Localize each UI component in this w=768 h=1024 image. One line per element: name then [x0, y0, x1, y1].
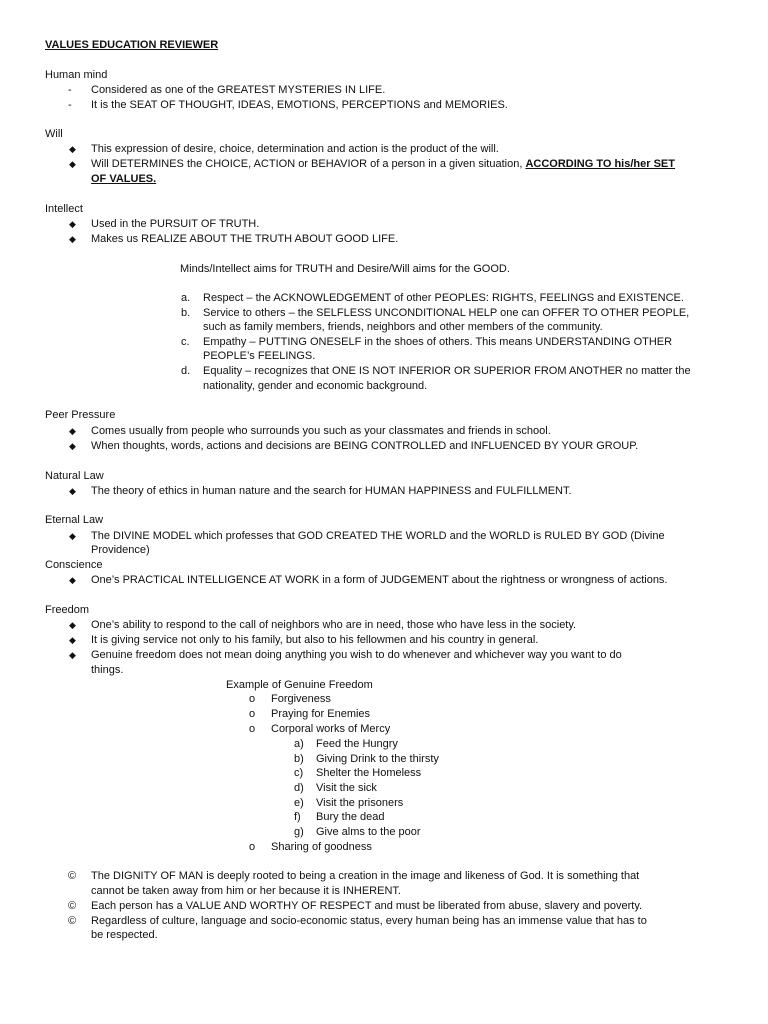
lettered-item-continuation: PEOPLE’s FEELINGS.: [203, 350, 316, 362]
list-item: Used in the PURSUIT OF TRUTH.: [91, 218, 260, 230]
example-heading: Example of Genuine Freedom: [226, 679, 373, 691]
list-item: Makes us REALIZE ABOUT THE TRUTH ABOUT GOOD LIFE.: [91, 233, 399, 245]
section-heading-intellect: Intellect: [45, 203, 83, 215]
section-heading-natural-law: Natural Law: [45, 470, 104, 482]
diamond-bullet-icon: ◆: [69, 144, 76, 154]
intellect-statement: Minds/Intellect aims for TRUTH and Desire/Will aims for the GOOD.: [180, 263, 510, 275]
list-item: Genuine freedom does not mean doing anything you wish to do whenever and whichever way you want to do: [91, 649, 622, 661]
circle-bullet-icon: o: [249, 708, 256, 720]
list-marker: e): [294, 797, 304, 809]
section-heading-freedom: Freedom: [45, 604, 90, 616]
list-marker: d.: [181, 365, 191, 377]
section-heading-conscience: Conscience: [45, 559, 103, 571]
list-item: It is the SEAT OF THOUGHT, IDEAS, EMOTIONS, PERCEPTIONS and MEMORIES.: [91, 99, 508, 111]
copyright-bullet-icon: ©: [68, 900, 77, 912]
diamond-bullet-icon: ◆: [69, 486, 76, 496]
circle-bullet-icon: o: [249, 723, 256, 735]
diamond-bullet-icon: ◆: [69, 441, 76, 451]
lettered-item-continuation: such as family members, friends, neighbors and other members of the community.: [203, 321, 603, 333]
section-heading-eternal-law: Eternal Law: [45, 514, 104, 526]
list-marker: b): [294, 753, 304, 765]
diamond-bullet-icon: ◆: [69, 159, 76, 169]
diamond-bullet-icon: ◆: [69, 234, 76, 244]
list-item: It is giving service not only to his family, but also to his fellowmen and his country in general.: [91, 634, 539, 646]
section-heading-human-mind: Human mind: [45, 69, 108, 81]
diamond-bullet-icon: ◆: [69, 620, 76, 630]
corporal-item: Shelter the Homeless: [316, 767, 422, 779]
circle-bullet-icon: o: [249, 693, 256, 705]
corporal-item: Giving Drink to the thirsty: [316, 753, 439, 765]
example-item: Forgiveness: [271, 693, 331, 705]
lettered-item: Equality – recognizes that ONE IS NOT INFERIOR OR SUPERIOR FROM ANOTHER no matter the: [203, 365, 691, 377]
list-item-continuation: Providence): [91, 544, 150, 556]
list-marker: c): [294, 767, 304, 779]
list-marker: g): [294, 826, 304, 838]
lettered-item: Empathy – PUTTING ONESELF in the shoes of others. This means UNDERSTANDING OTHER: [203, 336, 673, 348]
diamond-bullet-icon: ◆: [69, 531, 76, 541]
list-item-continuation: OF VALUES.: [91, 173, 157, 185]
diamond-bullet-icon: ◆: [69, 635, 76, 645]
list-marker: f): [294, 811, 301, 823]
corporal-item: Visit the sick: [316, 782, 377, 794]
list-marker: a): [294, 738, 304, 750]
dash-bullet: -: [68, 99, 72, 111]
list-item: Comes usually from people who surrounds you such as your classmates and friends in school.: [91, 425, 551, 437]
lettered-item: Respect – the ACKNOWLEDGEMENT of other PEOPLES: RIGHTS, FEELINGS and EXISTENCE.: [203, 292, 684, 304]
list-marker: a.: [181, 292, 191, 304]
circle-bullet-icon: o: [249, 841, 256, 853]
example-item: Praying for Enemies: [271, 708, 371, 720]
diamond-bullet-icon: ◆: [69, 650, 76, 660]
dignity-item: The DIGNITY OF MAN is deeply rooted to being a creation in the image and likeness of God. It is something that: [91, 870, 640, 882]
dash-bullet: -: [68, 84, 72, 96]
list-item: Will DETERMINES the CHOICE, ACTION or BEHAVIOR of a person in a given situation, ACCORDING TO his/her SET: [91, 158, 675, 170]
copyright-bullet-icon: ©: [68, 870, 77, 882]
lettered-item-continuation: nationality, gender and economic background.: [203, 380, 428, 392]
copyright-bullet-icon: ©: [68, 915, 77, 927]
dignity-item-continuation: be respected.: [91, 929, 158, 941]
corporal-item: Visit the prisoners: [316, 797, 404, 809]
corporal-item: Feed the Hungry: [316, 738, 398, 750]
dignity-item: Regardless of culture, language and socio-economic status, every human being has an immense value that has to: [91, 915, 647, 927]
document-title: VALUES EDUCATION REVIEWER: [45, 39, 219, 51]
list-marker: d): [294, 782, 304, 794]
diamond-bullet-icon: ◆: [69, 219, 76, 229]
lettered-item: Service to others – the SELFLESS UNCONDITIONAL HELP one can OFFER TO OTHER PEOPLE,: [203, 307, 690, 319]
list-marker: c.: [181, 336, 190, 348]
corporal-item: Bury the dead: [316, 811, 385, 823]
list-item: When thoughts, words, actions and decisions are BEING CONTROLLED and INFLUENCED BY YOUR GROUP.: [91, 440, 639, 452]
dignity-item-continuation: cannot be taken away from him or her because it is INHERENT.: [91, 885, 401, 897]
diamond-bullet-icon: ◆: [69, 426, 76, 436]
example-item: Corporal works of Mercy: [271, 723, 391, 735]
corporal-item: Give alms to the poor: [316, 826, 421, 838]
dignity-item: Each person has a VALUE AND WORTHY OF RESPECT and must be liberated from abuse, slavery and poverty.: [91, 900, 643, 912]
list-item: The DIVINE MODEL which professes that GOD CREATED THE WORLD and the WORLD is RULED BY GOD (Divine: [91, 530, 665, 542]
list-item: The theory of ethics in human nature and the search for HUMAN HAPPINESS and FULFILLMENT.: [91, 485, 572, 497]
diamond-bullet-icon: ◆: [69, 575, 76, 585]
list-item: This expression of desire, choice, determination and action is the product of the will.: [91, 143, 499, 155]
example-item: Sharing of goodness: [271, 841, 372, 853]
list-item: One’s ability to respond to the call of neighbors who are in need, those who have less in the society.: [91, 619, 577, 631]
list-item-continuation: things.: [91, 664, 124, 676]
list-item: Considered as one of the GREATEST MYSTERIES IN LIFE.: [91, 84, 386, 96]
list-item: One’s PRACTICAL INTELLIGENCE AT WORK in a form of JUDGEMENT about the rightness or wrongness of actions.: [91, 574, 668, 586]
section-heading-will: Will: [45, 128, 63, 140]
list-marker: b.: [181, 307, 191, 319]
section-heading-peer-pressure: Peer Pressure: [45, 409, 116, 421]
